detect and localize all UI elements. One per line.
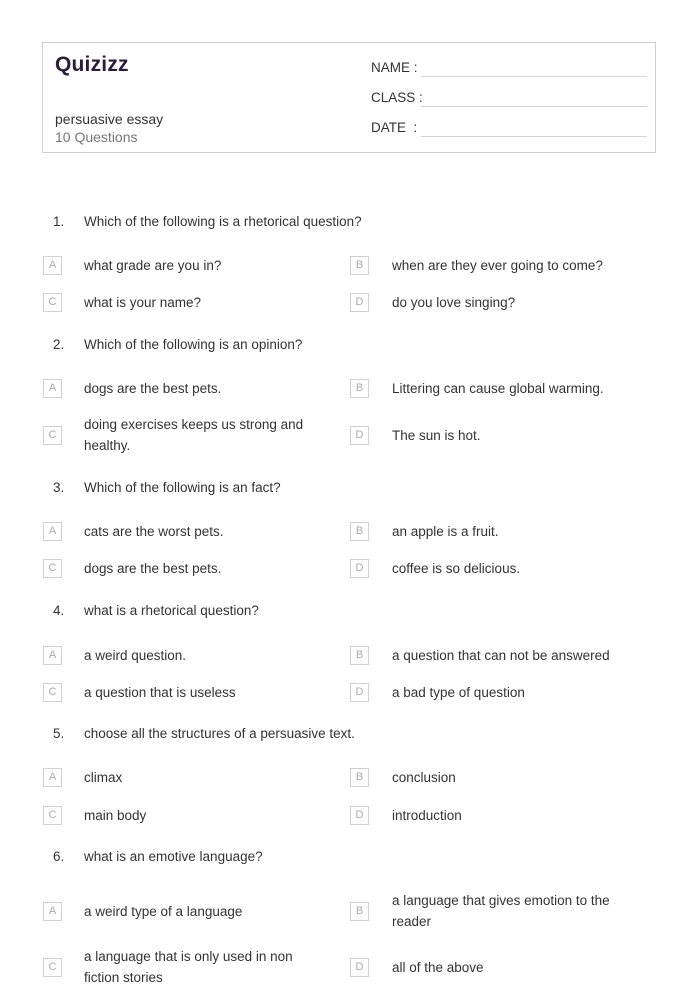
- question-count: 10 Questions: [55, 129, 138, 145]
- question-number: 6.: [53, 849, 65, 864]
- name-label: NAME :: [371, 60, 418, 75]
- option-text: a language that is only used in non fiction stories: [84, 949, 293, 985]
- question-number: 5.: [53, 726, 65, 741]
- name-field[interactable]: [371, 60, 418, 75]
- date-field[interactable]: [371, 120, 417, 135]
- question-text: Which of the following is a rhetorical question?: [84, 214, 362, 229]
- option-text: a bad type of question: [392, 685, 525, 700]
- option-letter-b[interactable]: B: [350, 902, 369, 921]
- class-label: CLASS :: [371, 90, 423, 105]
- option-letter-c[interactable]: C: [43, 293, 62, 312]
- option-text: a weird question.: [84, 648, 187, 663]
- option-letter-c[interactable]: C: [43, 426, 62, 445]
- option-text: an apple is a fruit.: [392, 524, 499, 539]
- class-field[interactable]: [371, 90, 423, 105]
- option-text: introduction: [392, 808, 462, 823]
- option-text: a question that is useless: [84, 685, 236, 700]
- class-line: [421, 106, 647, 107]
- question-text: what is a rhetorical question?: [84, 603, 259, 618]
- option-letter-b[interactable]: B: [350, 379, 369, 398]
- option-letter-c[interactable]: C: [43, 806, 62, 825]
- date-label: DATE :: [371, 120, 418, 135]
- date-line: [421, 136, 647, 137]
- option-text: do you love singing?: [392, 295, 516, 310]
- option-letter-a[interactable]: A: [43, 902, 62, 921]
- option-letter-b[interactable]: B: [350, 522, 369, 541]
- option-text: a weird type of a language: [84, 904, 243, 919]
- option-text: a question that can not be answered: [392, 648, 610, 663]
- option-text: dogs are the best pets.: [84, 381, 222, 396]
- question-text: Which of the following is an fact?: [84, 480, 281, 495]
- option-text: main body: [84, 808, 147, 823]
- option-letter-a[interactable]: A: [43, 522, 62, 541]
- option-letter-d[interactable]: D: [350, 958, 369, 977]
- option-letter-b[interactable]: B: [350, 256, 369, 275]
- option-letter-d[interactable]: D: [350, 426, 369, 445]
- question-text: choose all the structures of a persuasive text.: [84, 726, 355, 741]
- option-letter-a[interactable]: A: [43, 379, 62, 398]
- option-text: cats are the worst pets.: [84, 524, 224, 539]
- option-text: doing exercises keeps us strong and healthy.: [84, 417, 304, 453]
- question-text: Which of the following is an opinion?: [84, 337, 303, 352]
- option-text: coffee is so delicious.: [392, 561, 521, 576]
- option-letter-a[interactable]: A: [43, 768, 62, 787]
- option-letter-b[interactable]: B: [350, 646, 369, 665]
- option-text: when are they ever going to come?: [392, 258, 603, 273]
- option-letter-d[interactable]: D: [350, 559, 369, 578]
- question-number: 4.: [53, 603, 65, 618]
- quizizz-logo: Quizizz: [55, 53, 129, 76]
- option-text: what is your name?: [84, 295, 202, 310]
- option-letter-b[interactable]: B: [350, 768, 369, 787]
- question-text: what is an emotive language?: [84, 849, 263, 864]
- worksheet-title: persuasive essay: [55, 111, 164, 127]
- option-letter-c[interactable]: C: [43, 559, 62, 578]
- option-text: climax: [84, 770, 123, 785]
- option-text: what grade are you in?: [84, 258, 222, 273]
- worksheet-header: [42, 42, 656, 153]
- option-letter-c[interactable]: C: [43, 683, 62, 702]
- option-text: all of the above: [392, 960, 484, 975]
- option-text: The sun is hot.: [392, 428, 481, 443]
- option-letter-d[interactable]: D: [350, 806, 369, 825]
- option-letter-c[interactable]: C: [43, 958, 62, 977]
- name-line: [421, 76, 647, 77]
- option-letter-a[interactable]: A: [43, 256, 62, 275]
- option-letter-a[interactable]: A: [43, 646, 62, 665]
- question-number: 1.: [53, 214, 65, 229]
- option-text: Littering can cause global warming.: [392, 381, 604, 396]
- question-number: 3.: [53, 480, 65, 495]
- option-letter-d[interactable]: D: [350, 293, 369, 312]
- option-text: conclusion: [392, 770, 456, 785]
- option-letter-d[interactable]: D: [350, 683, 369, 702]
- question-number: 2.: [53, 337, 65, 352]
- option-text: dogs are the best pets.: [84, 561, 222, 576]
- option-text: a language that gives emotion to the reader: [392, 893, 610, 929]
